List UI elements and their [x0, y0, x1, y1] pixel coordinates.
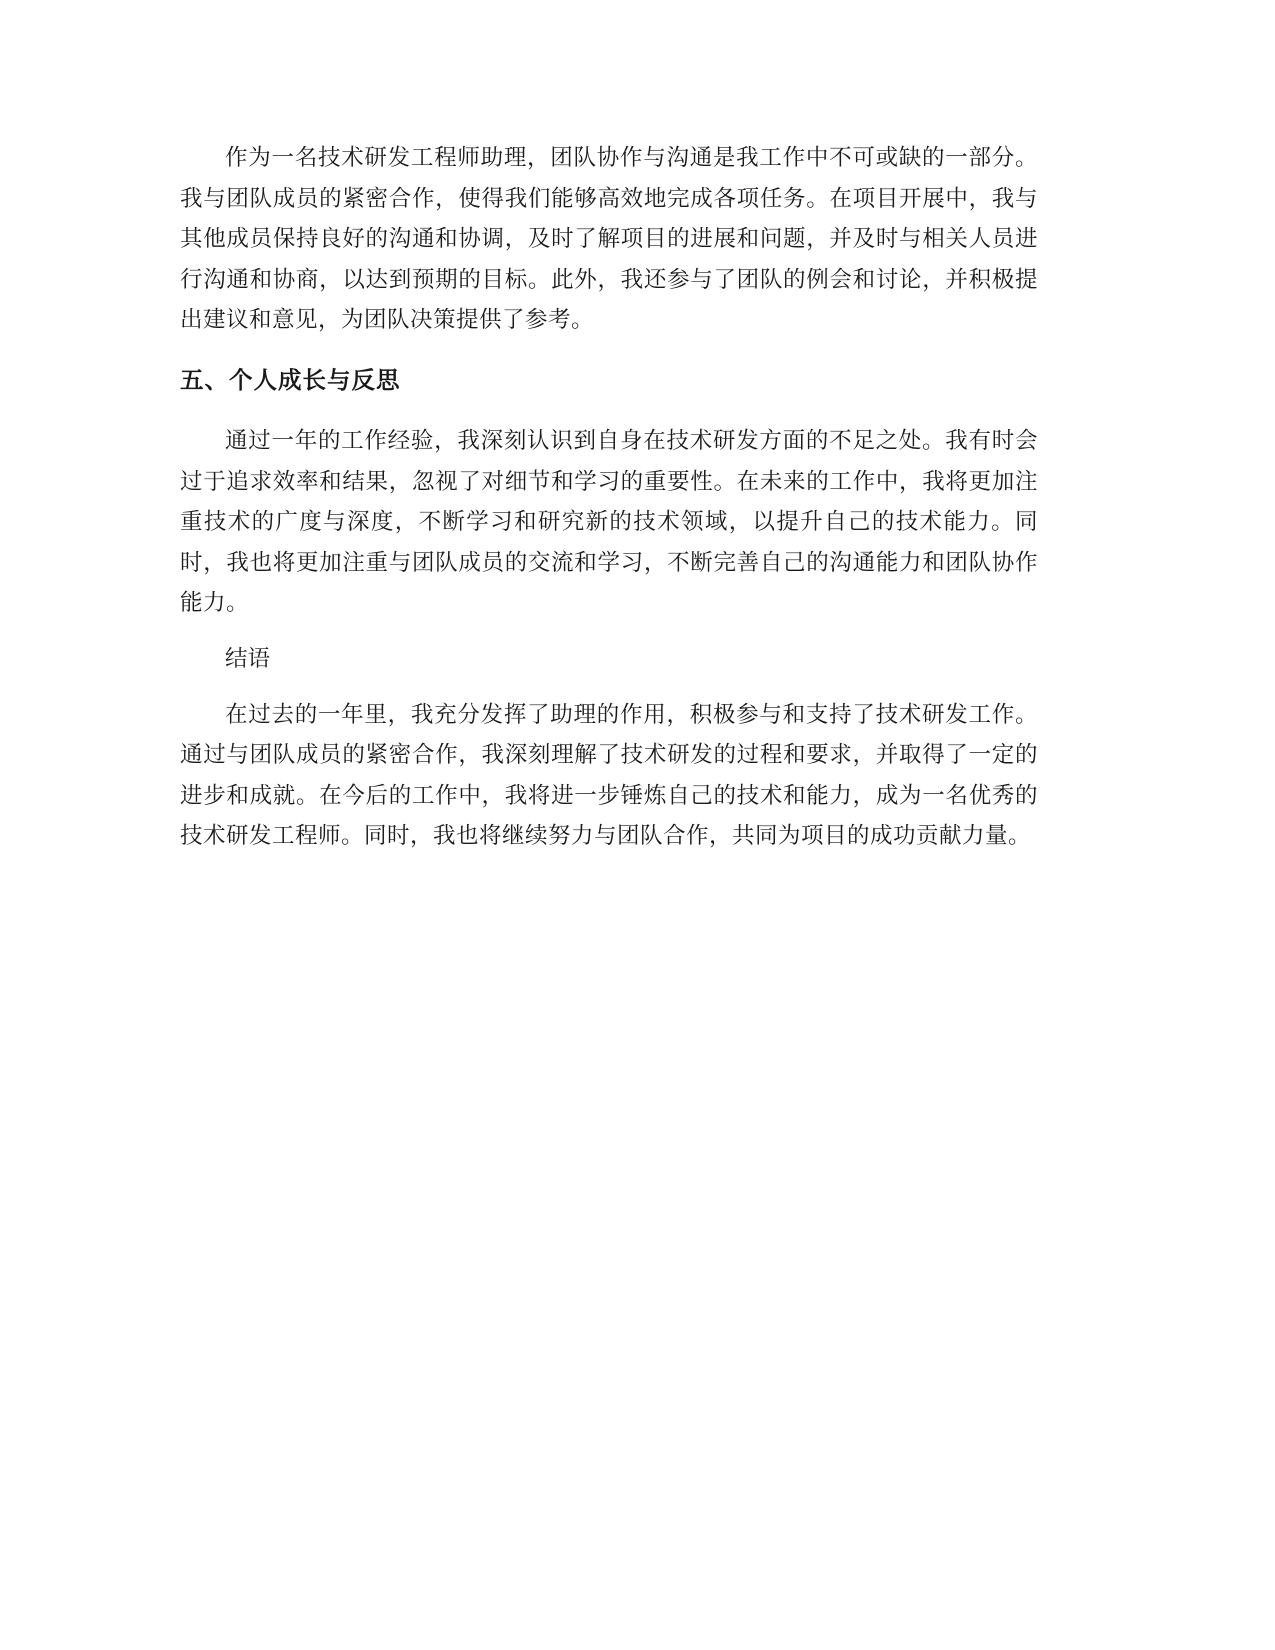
- paragraph-conclusion: 在过去的一年里，我充分发挥了助理的作用，积极参与和支持了技术研发工作。通过与团队成员的紧密合作，我深刻理解了技术研发的过程和要求，并取得了一定的进步和成就。在今后的工作中，我将进一步锤炼自己的技术和能力，成为一名优秀的技术研发工程师。同时，我也将继续努力与团队合作，共同为项目的成功贡献力量。: [180, 701, 1038, 850]
- section-heading-growth: 五、个人成长与反思: [180, 365, 401, 394]
- paragraph-teamwork: 作为一名技术研发工程师助理，团队协作与沟通是我工作中不可或缺的一部分。我与团队成员的紧密合作，使得我们能够高效地完成各项任务。在项目开展中，我与其他成员保持良好的沟通和协调，及时了解项目的进展和问题，并及时与相关人员进行沟通和协商，以达到预期的目标。此外，我还参与了团队的例会和讨论，并积极提出建议和意见，为团队决策提供了参考。: [180, 145, 1038, 334]
- paragraph-growth: 通过一年的工作经验，我深刻认识到自身在技术研发方面的不足之处。我有时会过于追求效率和结果，忽视了对细节和学习的重要性。在未来的工作中，我将更加注重技术的广度与深度，不断学习和研究新的技术领域，以提升自己的技术能力。同时，我也将更加注重与团队成员的交流和学习，不断完善自己的沟通能力和团队协作能力。: [180, 427, 1038, 617]
- document-page: [180, 138, 1038, 872]
- conclusion-heading: 结语: [225, 645, 271, 672]
